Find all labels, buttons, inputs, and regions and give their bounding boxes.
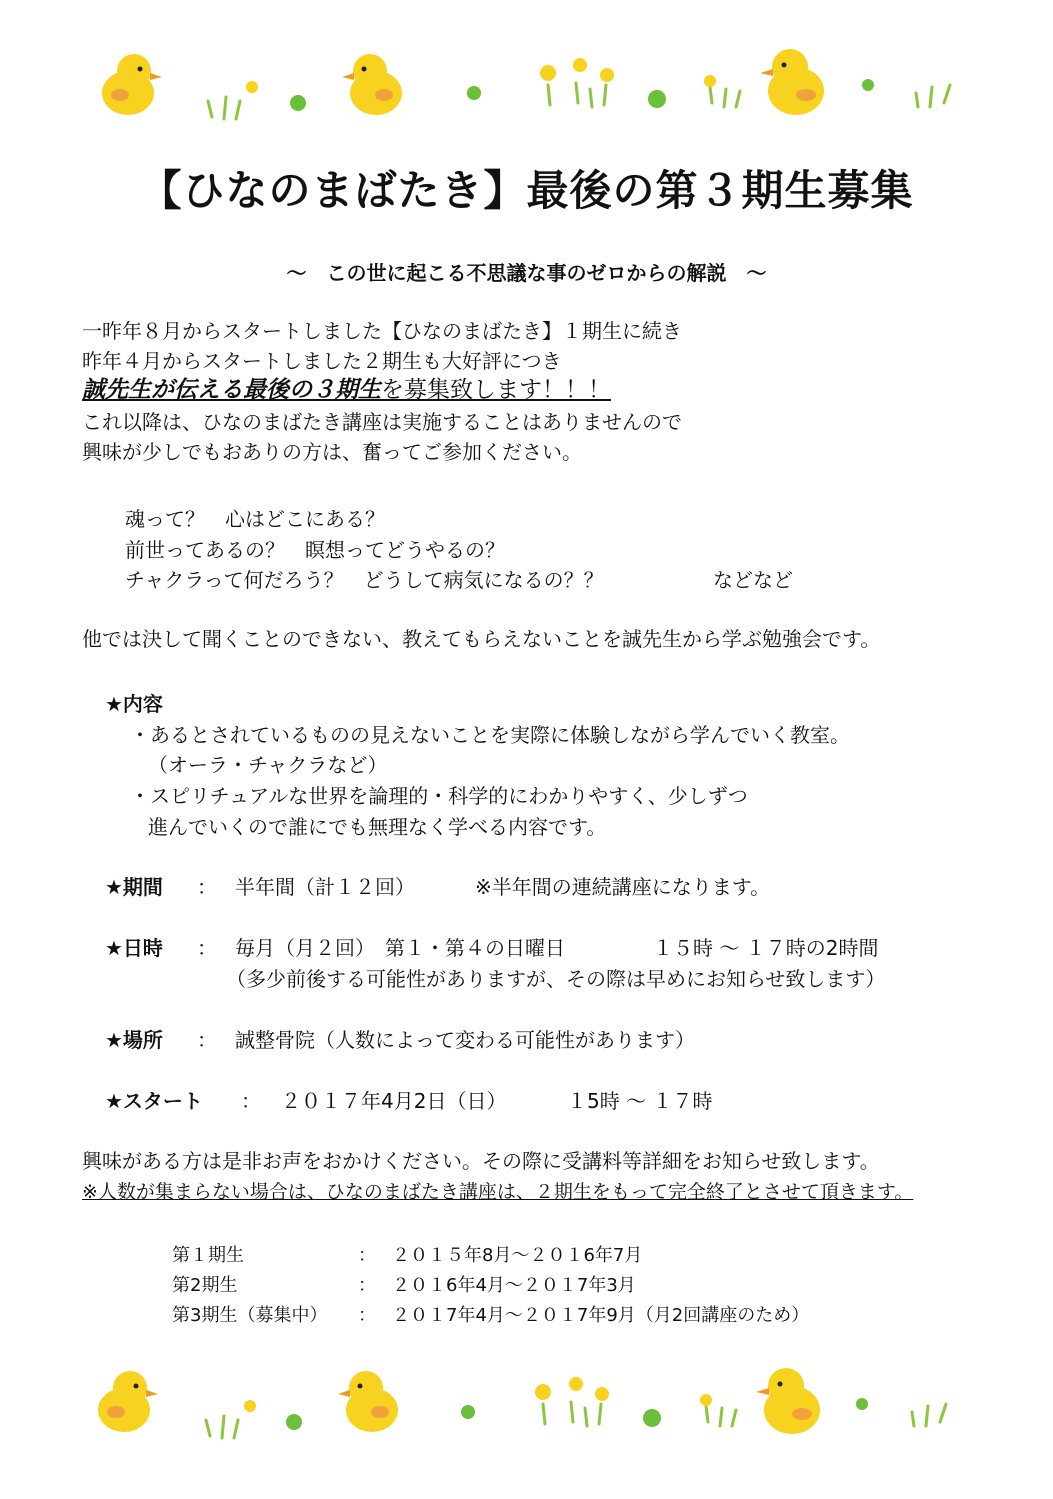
- dot-icon: [290, 95, 306, 111]
- grass-icon: [912, 1404, 946, 1426]
- term-sep: ：: [358, 1275, 376, 1296]
- start-sep: ：: [241, 1089, 261, 1113]
- dot-icon: [643, 1409, 661, 1427]
- chick-icon: [338, 1371, 398, 1432]
- start-row: [105, 1085, 713, 1114]
- schedule-row: [105, 932, 879, 961]
- question-line-3: チャクラって何だろう？ どうして病気になるの？？: [125, 568, 604, 592]
- chick-border-top: [0, 45, 1053, 135]
- place-value: 誠整骨院（人数によって変わる可能性があります）: [235, 1028, 695, 1052]
- schedule-time: １５時 ～ １７時の2時間: [653, 936, 879, 960]
- grass-icon: [916, 85, 950, 107]
- grass-icon: [548, 83, 606, 107]
- schedule-note: （多少前後する可能性がありますが、その際は早めにお知らせ致します）: [226, 967, 886, 991]
- page-subtitle: ～ この世に起こる不思議な事のゼロからの解説 ～: [286, 261, 767, 285]
- grass-icon: [706, 1406, 736, 1426]
- schedule-label: ★日時: [105, 936, 163, 960]
- intro-emphasis-rest: を募集致します！！！: [381, 377, 611, 403]
- term-row: [172, 1271, 636, 1297]
- closing-line-2: ※人数が集まらない場合は、ひなのまばたき講座は、２期生をもって完全終了とさせて頂きます。: [82, 1181, 914, 1203]
- start-time: １5時 ～ １７時: [567, 1089, 713, 1113]
- term-range: ２０１５年8月～２０１6年7月: [392, 1245, 643, 1266]
- grass-icon: [543, 1402, 601, 1426]
- term-range: ２０１7年4月～２０１7年9月（月2回講座のため）: [392, 1305, 810, 1326]
- period-note: ※半年間の連続講座になります。: [475, 875, 771, 899]
- intro-line-5: 興味が少しでもおありの方は、奮ってご参加ください。: [82, 440, 582, 464]
- period-value: 半年間（計１２回）: [235, 875, 415, 899]
- term-range: ２０１6年4月～２０１7年3月: [392, 1275, 636, 1296]
- schedule-sep: ：: [197, 936, 217, 960]
- dot-icon: [467, 86, 481, 100]
- closing-line-1: 興味がある方は是非お声をおかけください。その際に受講料等詳細をお知らせ致します。: [82, 1149, 880, 1173]
- top-decoration: [0, 45, 1053, 135]
- term-row: [172, 1301, 810, 1327]
- chick-icon: [342, 54, 402, 115]
- grass-icon: [208, 97, 240, 119]
- flower-icon: [246, 81, 258, 93]
- content-item-2: ・スピリチュアルな世界を論理的・科学的にわかりやすく、少しずつ: [130, 784, 748, 808]
- chick-icon: [756, 1368, 820, 1434]
- schedule-value: 毎月（月２回） 第１・第４の日曜日: [235, 936, 565, 960]
- intro-emphasis: 誠先生が伝える最後の３期生: [82, 377, 381, 403]
- term-sep: ：: [358, 1245, 376, 1266]
- place-sep: ：: [197, 1028, 217, 1052]
- flower-icon: [535, 1377, 609, 1401]
- dot-icon: [856, 1398, 868, 1410]
- chick-icon: [98, 1371, 158, 1432]
- content-item-1: ・あるとされているものの見えないことを実際に体験しながら学んでいく教室。: [130, 723, 850, 747]
- question-line-2: 前世ってあるの？ 瞑想ってどうやるの？: [125, 538, 505, 562]
- lead-text: 他では決して聞くことのできない、教えてもらえないことを誠先生から学ぶ勉強会です。: [82, 627, 881, 651]
- term-sep: ：: [358, 1305, 376, 1326]
- term-name: 第2期生: [172, 1275, 238, 1296]
- term-row: [172, 1241, 643, 1267]
- start-label: ★スタート: [105, 1089, 203, 1113]
- content-item-1-sub: （オーラ・チャクラなど）: [148, 753, 388, 777]
- page-title: 【ひなのまばたき】最後の第３期生募集: [139, 166, 914, 215]
- flower-icon: [540, 58, 614, 82]
- term-name: 第3期生（募集中）: [172, 1305, 328, 1326]
- flower-icon: [700, 1394, 712, 1406]
- intro-line-1: 一昨年８月からスタートしました【ひなのまばたき】１期生に続き: [82, 319, 682, 343]
- grass-icon: [206, 1416, 238, 1438]
- chick-border-bottom: [0, 1360, 1053, 1450]
- intro-line-2: 昨年４月からスタートしました２期生も大好評につき: [82, 349, 562, 373]
- period-sep: ：: [197, 875, 217, 899]
- start-value: ２０１７年4月2日（日）: [281, 1089, 507, 1113]
- dot-icon: [648, 90, 666, 108]
- dot-icon: [461, 1405, 475, 1419]
- period-row: [105, 871, 771, 900]
- dot-icon: [862, 79, 874, 91]
- chick-icon: [760, 49, 824, 115]
- place-label: ★場所: [105, 1028, 163, 1052]
- dot-icon: [286, 1414, 302, 1430]
- chick-icon: [102, 54, 162, 115]
- bottom-decoration: [0, 1360, 1053, 1450]
- question-tail: などなど: [713, 568, 793, 592]
- content-item-2-sub: 進んでいくので誰にでも無理なく学べる内容です。: [148, 815, 607, 839]
- period-label: ★期間: [105, 875, 163, 899]
- place-row: [105, 1024, 695, 1053]
- intro-line-3: [82, 375, 611, 405]
- flower-icon: [244, 1400, 256, 1412]
- term-name: 第１期生: [172, 1245, 244, 1266]
- grass-icon: [710, 87, 740, 107]
- content-heading: ★内容: [105, 692, 163, 716]
- intro-line-4: これ以降は、ひなのまばたき講座は実施することはありませんので: [82, 410, 682, 434]
- question-line-1: 魂って？ 心はどこにある？: [125, 507, 385, 531]
- flower-icon: [704, 75, 716, 87]
